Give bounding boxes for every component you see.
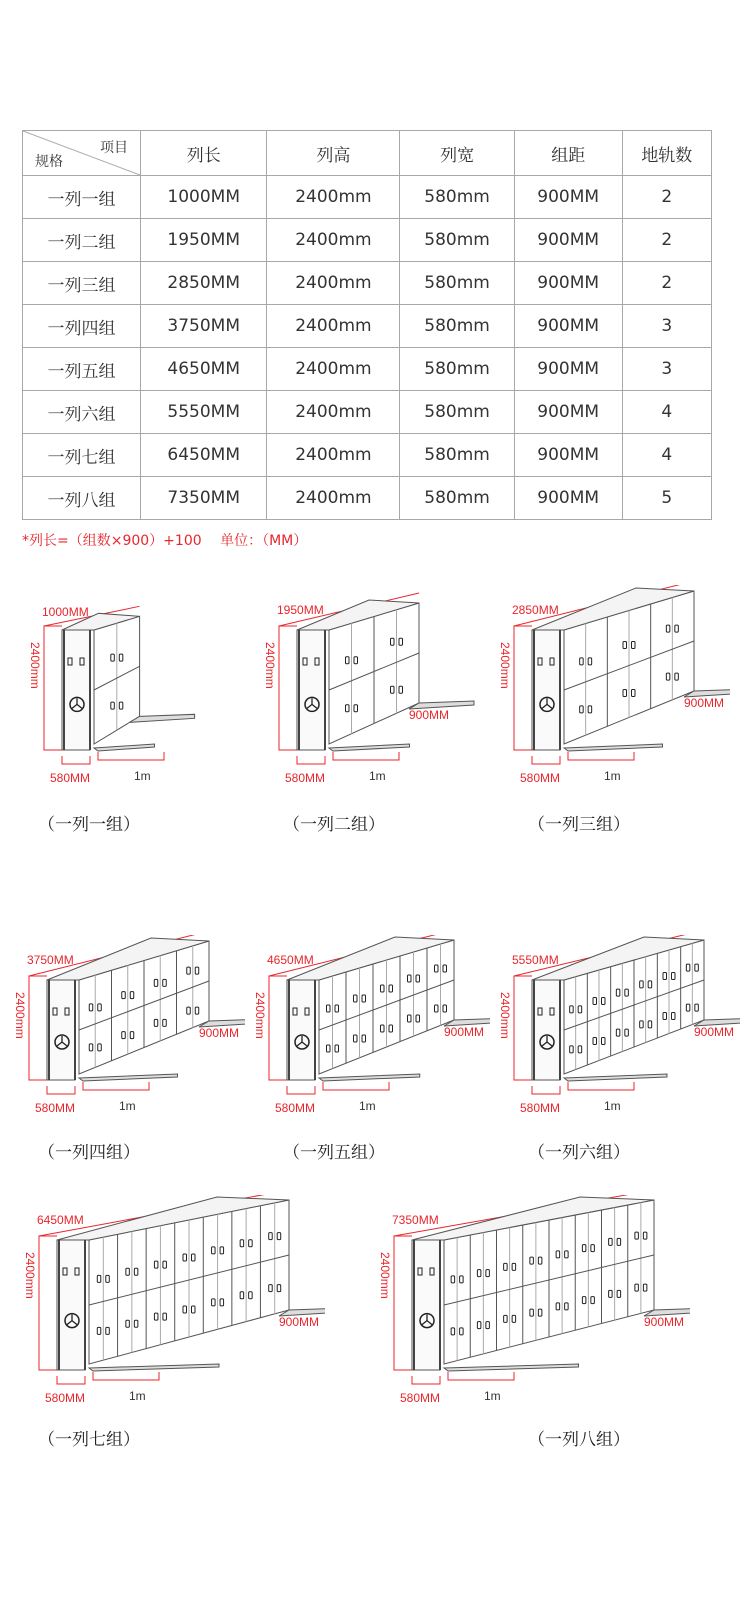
- spec-value-cell: 2400mm: [267, 477, 400, 520]
- spec-name-cell: 一列一组: [23, 176, 141, 219]
- diagram-caption: （一列二组）: [283, 815, 385, 835]
- height-dimension-line: [514, 626, 532, 750]
- cabinet-drawing: [255, 585, 485, 790]
- spec-name-cell: 一列四组: [23, 305, 141, 348]
- floor-rail: [89, 1364, 219, 1371]
- floor-rail: [444, 1364, 579, 1371]
- width-label: 580MM: [35, 1101, 76, 1115]
- table-row: [23, 434, 712, 477]
- front-panel: [287, 980, 315, 1080]
- diagram-caption: （一列四组）: [38, 1143, 140, 1163]
- front-panel: [47, 980, 75, 1080]
- gap-label: 900MM: [199, 1026, 240, 1040]
- header-cell: 列高: [267, 131, 400, 176]
- floor-rail: [94, 744, 155, 751]
- length-label: 1950MM: [277, 603, 324, 617]
- diagram-caption: （一列一组）: [38, 815, 140, 835]
- spec-value-cell: 6450MM: [141, 434, 267, 477]
- width-label: 580MM: [275, 1101, 316, 1115]
- front-panel: [62, 630, 90, 750]
- table-row: [23, 219, 712, 262]
- track-label: 1m: [604, 769, 621, 783]
- track-dimension-line: [323, 1082, 389, 1090]
- height-dimension-line: [514, 976, 532, 1080]
- spec-name-cell: 一列七组: [23, 434, 141, 477]
- table-header-row: [23, 131, 712, 176]
- spec-value-cell: 580mm: [400, 434, 514, 477]
- gap-label: 900MM: [684, 696, 725, 710]
- header-cell: 列宽: [400, 131, 514, 176]
- width-dimension-line: [412, 1376, 440, 1384]
- spec-value-cell: 900MM: [514, 434, 622, 477]
- spec-name-cell: 一列六组: [23, 391, 141, 434]
- height-label: 2400mm: [498, 992, 512, 1039]
- spec-value-cell: 5550MM: [141, 391, 267, 434]
- spec-name-cell: 一列二组: [23, 219, 141, 262]
- width-dimension-line: [532, 1086, 560, 1094]
- spec-value-cell: 4: [622, 434, 711, 477]
- track-label: 1m: [484, 1389, 501, 1403]
- cabinet-diagram: [5, 935, 245, 1120]
- height-label: 2400mm: [23, 1252, 37, 1299]
- width-label: 580MM: [400, 1391, 441, 1405]
- cabinet-diagram: [15, 1195, 325, 1410]
- front-panel: [532, 980, 560, 1080]
- spec-value-cell: 2400mm: [267, 305, 400, 348]
- cabinet-drawing: [490, 585, 730, 790]
- height-dimension-line: [29, 976, 47, 1080]
- height-dimension-line: [39, 1236, 57, 1370]
- diagram-caption: （一列八组）: [528, 1430, 630, 1450]
- spec-value-cell: 2: [622, 219, 711, 262]
- height-dimension-line: [269, 976, 287, 1080]
- length-label: 5550MM: [512, 953, 559, 967]
- spec-value-cell: 1000MM: [141, 176, 267, 219]
- track-label: 1m: [119, 1099, 136, 1113]
- table-row: [23, 477, 712, 520]
- spec-value-cell: 2400mm: [267, 219, 400, 262]
- spec-value-cell: 7350MM: [141, 477, 267, 520]
- table-row: [23, 391, 712, 434]
- spec-value-cell: 2400mm: [267, 262, 400, 305]
- spec-value-cell: 5: [622, 477, 711, 520]
- floor-rail: [564, 744, 663, 751]
- floor-rail: [79, 1074, 178, 1081]
- gap-label: 900MM: [694, 1025, 735, 1039]
- length-label: 3750MM: [27, 953, 74, 967]
- header-cell: 地轨数: [622, 131, 711, 176]
- width-label: 580MM: [520, 1101, 561, 1115]
- height-label: 2400mm: [28, 642, 42, 689]
- spec-value-cell: 580mm: [400, 477, 514, 520]
- diagram-caption: （一列五组）: [283, 1143, 385, 1163]
- cabinet-diagram: [490, 935, 740, 1120]
- spec-value-cell: 580mm: [400, 305, 514, 348]
- spec-value-cell: 1950MM: [141, 219, 267, 262]
- spec-table: [22, 130, 712, 520]
- spec-name-cell: 一列五组: [23, 348, 141, 391]
- height-label: 2400mm: [253, 992, 267, 1039]
- width-dimension-line: [47, 1086, 75, 1094]
- diagram-caption: （一列三组）: [528, 815, 630, 835]
- track-label: 1m: [604, 1099, 621, 1113]
- spec-value-cell: 3: [622, 348, 711, 391]
- track-label: 1m: [129, 1389, 146, 1403]
- length-label: 6450MM: [37, 1213, 84, 1227]
- spec-value-cell: 2400mm: [267, 176, 400, 219]
- cabinet-drawing: [15, 1195, 325, 1410]
- spec-name-cell: 一列八组: [23, 477, 141, 520]
- height-dimension-line: [394, 1236, 412, 1370]
- spec-value-cell: 2400mm: [267, 348, 400, 391]
- width-label: 580MM: [50, 771, 91, 785]
- front-panel: [57, 1240, 85, 1370]
- spec-value-cell: 2: [622, 176, 711, 219]
- spec-value-cell: 900MM: [514, 262, 622, 305]
- track-dimension-line: [448, 1372, 514, 1380]
- width-label: 580MM: [285, 771, 326, 785]
- track-dimension-line: [98, 752, 164, 760]
- height-label: 2400mm: [378, 1252, 392, 1299]
- height-dimension-line: [279, 626, 297, 750]
- header-cell: 列长: [141, 131, 267, 176]
- height-label: 2400mm: [263, 642, 277, 689]
- gap-label: 900MM: [409, 708, 450, 722]
- gap-label: 900MM: [444, 1025, 485, 1039]
- spec-value-cell: 580mm: [400, 262, 514, 305]
- spec-value-cell: 900MM: [514, 176, 622, 219]
- spec-value-cell: 4: [622, 391, 711, 434]
- length-label: 7350MM: [392, 1213, 439, 1227]
- table-row: [23, 305, 712, 348]
- height-label: 2400mm: [498, 642, 512, 689]
- length-label: 1000MM: [42, 604, 89, 619]
- width-dimension-line: [287, 1086, 315, 1094]
- diagram-caption: （一列六组）: [528, 1143, 630, 1163]
- spec-value-cell: 580mm: [400, 176, 514, 219]
- spec-value-cell: 580mm: [400, 219, 514, 262]
- corner-bottom-label: 规格: [35, 154, 63, 170]
- front-panel: [297, 630, 325, 750]
- table-row: [23, 262, 712, 305]
- table-row: [23, 348, 712, 391]
- length-label: 2850MM: [512, 603, 559, 617]
- floor-rail: [564, 1074, 667, 1081]
- cabinet-diagram: [245, 935, 490, 1120]
- header-cell: 组距: [514, 131, 622, 176]
- spec-name-cell: 一列三组: [23, 262, 141, 305]
- cabinet-diagram: [20, 585, 250, 790]
- cabinet-diagram: [490, 585, 730, 790]
- width-dimension-line: [62, 756, 90, 764]
- width-dimension-line: [57, 1376, 85, 1384]
- corner-cell: [23, 131, 141, 176]
- floor-rail: [319, 1074, 420, 1081]
- height-label: 2400mm: [13, 992, 27, 1039]
- spec-value-cell: 580mm: [400, 348, 514, 391]
- corner-top-label: 项目: [100, 140, 128, 156]
- length-label: 4650MM: [267, 953, 314, 967]
- width-dimension-line: [532, 756, 560, 764]
- spec-value-cell: 900MM: [514, 305, 622, 348]
- track-dimension-line: [93, 1372, 159, 1380]
- cabinet-drawing: [20, 585, 250, 790]
- width-dimension-line: [297, 756, 325, 764]
- gap-label: 900MM: [279, 1315, 320, 1329]
- width-label: 580MM: [45, 1391, 86, 1405]
- spec-value-cell: 580mm: [400, 391, 514, 434]
- table-row: [23, 176, 712, 219]
- track-dimension-line: [568, 752, 634, 760]
- formula-note: *列长=（组数×900）+100 单位：（MM）: [22, 533, 308, 549]
- cabinet-drawing: [5, 935, 245, 1120]
- spec-value-cell: 2400mm: [267, 391, 400, 434]
- spec-value-cell: 2400mm: [267, 434, 400, 477]
- spec-value-cell: 900MM: [514, 219, 622, 262]
- track-label: 1m: [369, 769, 386, 783]
- spec-value-cell: 2: [622, 262, 711, 305]
- track-dimension-line: [333, 752, 399, 760]
- floor-rail: [329, 744, 410, 751]
- track-dimension-line: [568, 1082, 634, 1090]
- cabinet-diagram: [255, 585, 485, 790]
- spec-value-cell: 2850MM: [141, 262, 267, 305]
- cabinet-drawing: [245, 935, 490, 1120]
- spec-value-cell: 900MM: [514, 391, 622, 434]
- gap-label: 900MM: [644, 1315, 685, 1329]
- spec-value-cell: 3750MM: [141, 305, 267, 348]
- height-dimension-line: [44, 626, 62, 750]
- spec-value-cell: 4650MM: [141, 348, 267, 391]
- diagram-caption: （一列七组）: [38, 1430, 140, 1450]
- track-label: 1m: [359, 1099, 376, 1113]
- cabinet-diagram: [370, 1195, 690, 1410]
- track-dimension-line: [83, 1082, 149, 1090]
- track-label: 1m: [134, 769, 151, 783]
- spec-value-cell: 900MM: [514, 477, 622, 520]
- front-panel: [532, 630, 560, 750]
- spec-value-cell: 3: [622, 305, 711, 348]
- spec-value-cell: 900MM: [514, 348, 622, 391]
- width-label: 580MM: [520, 771, 561, 785]
- front-panel: [412, 1240, 440, 1370]
- cabinet-drawing: [370, 1195, 690, 1410]
- cabinet-drawing: [490, 935, 740, 1120]
